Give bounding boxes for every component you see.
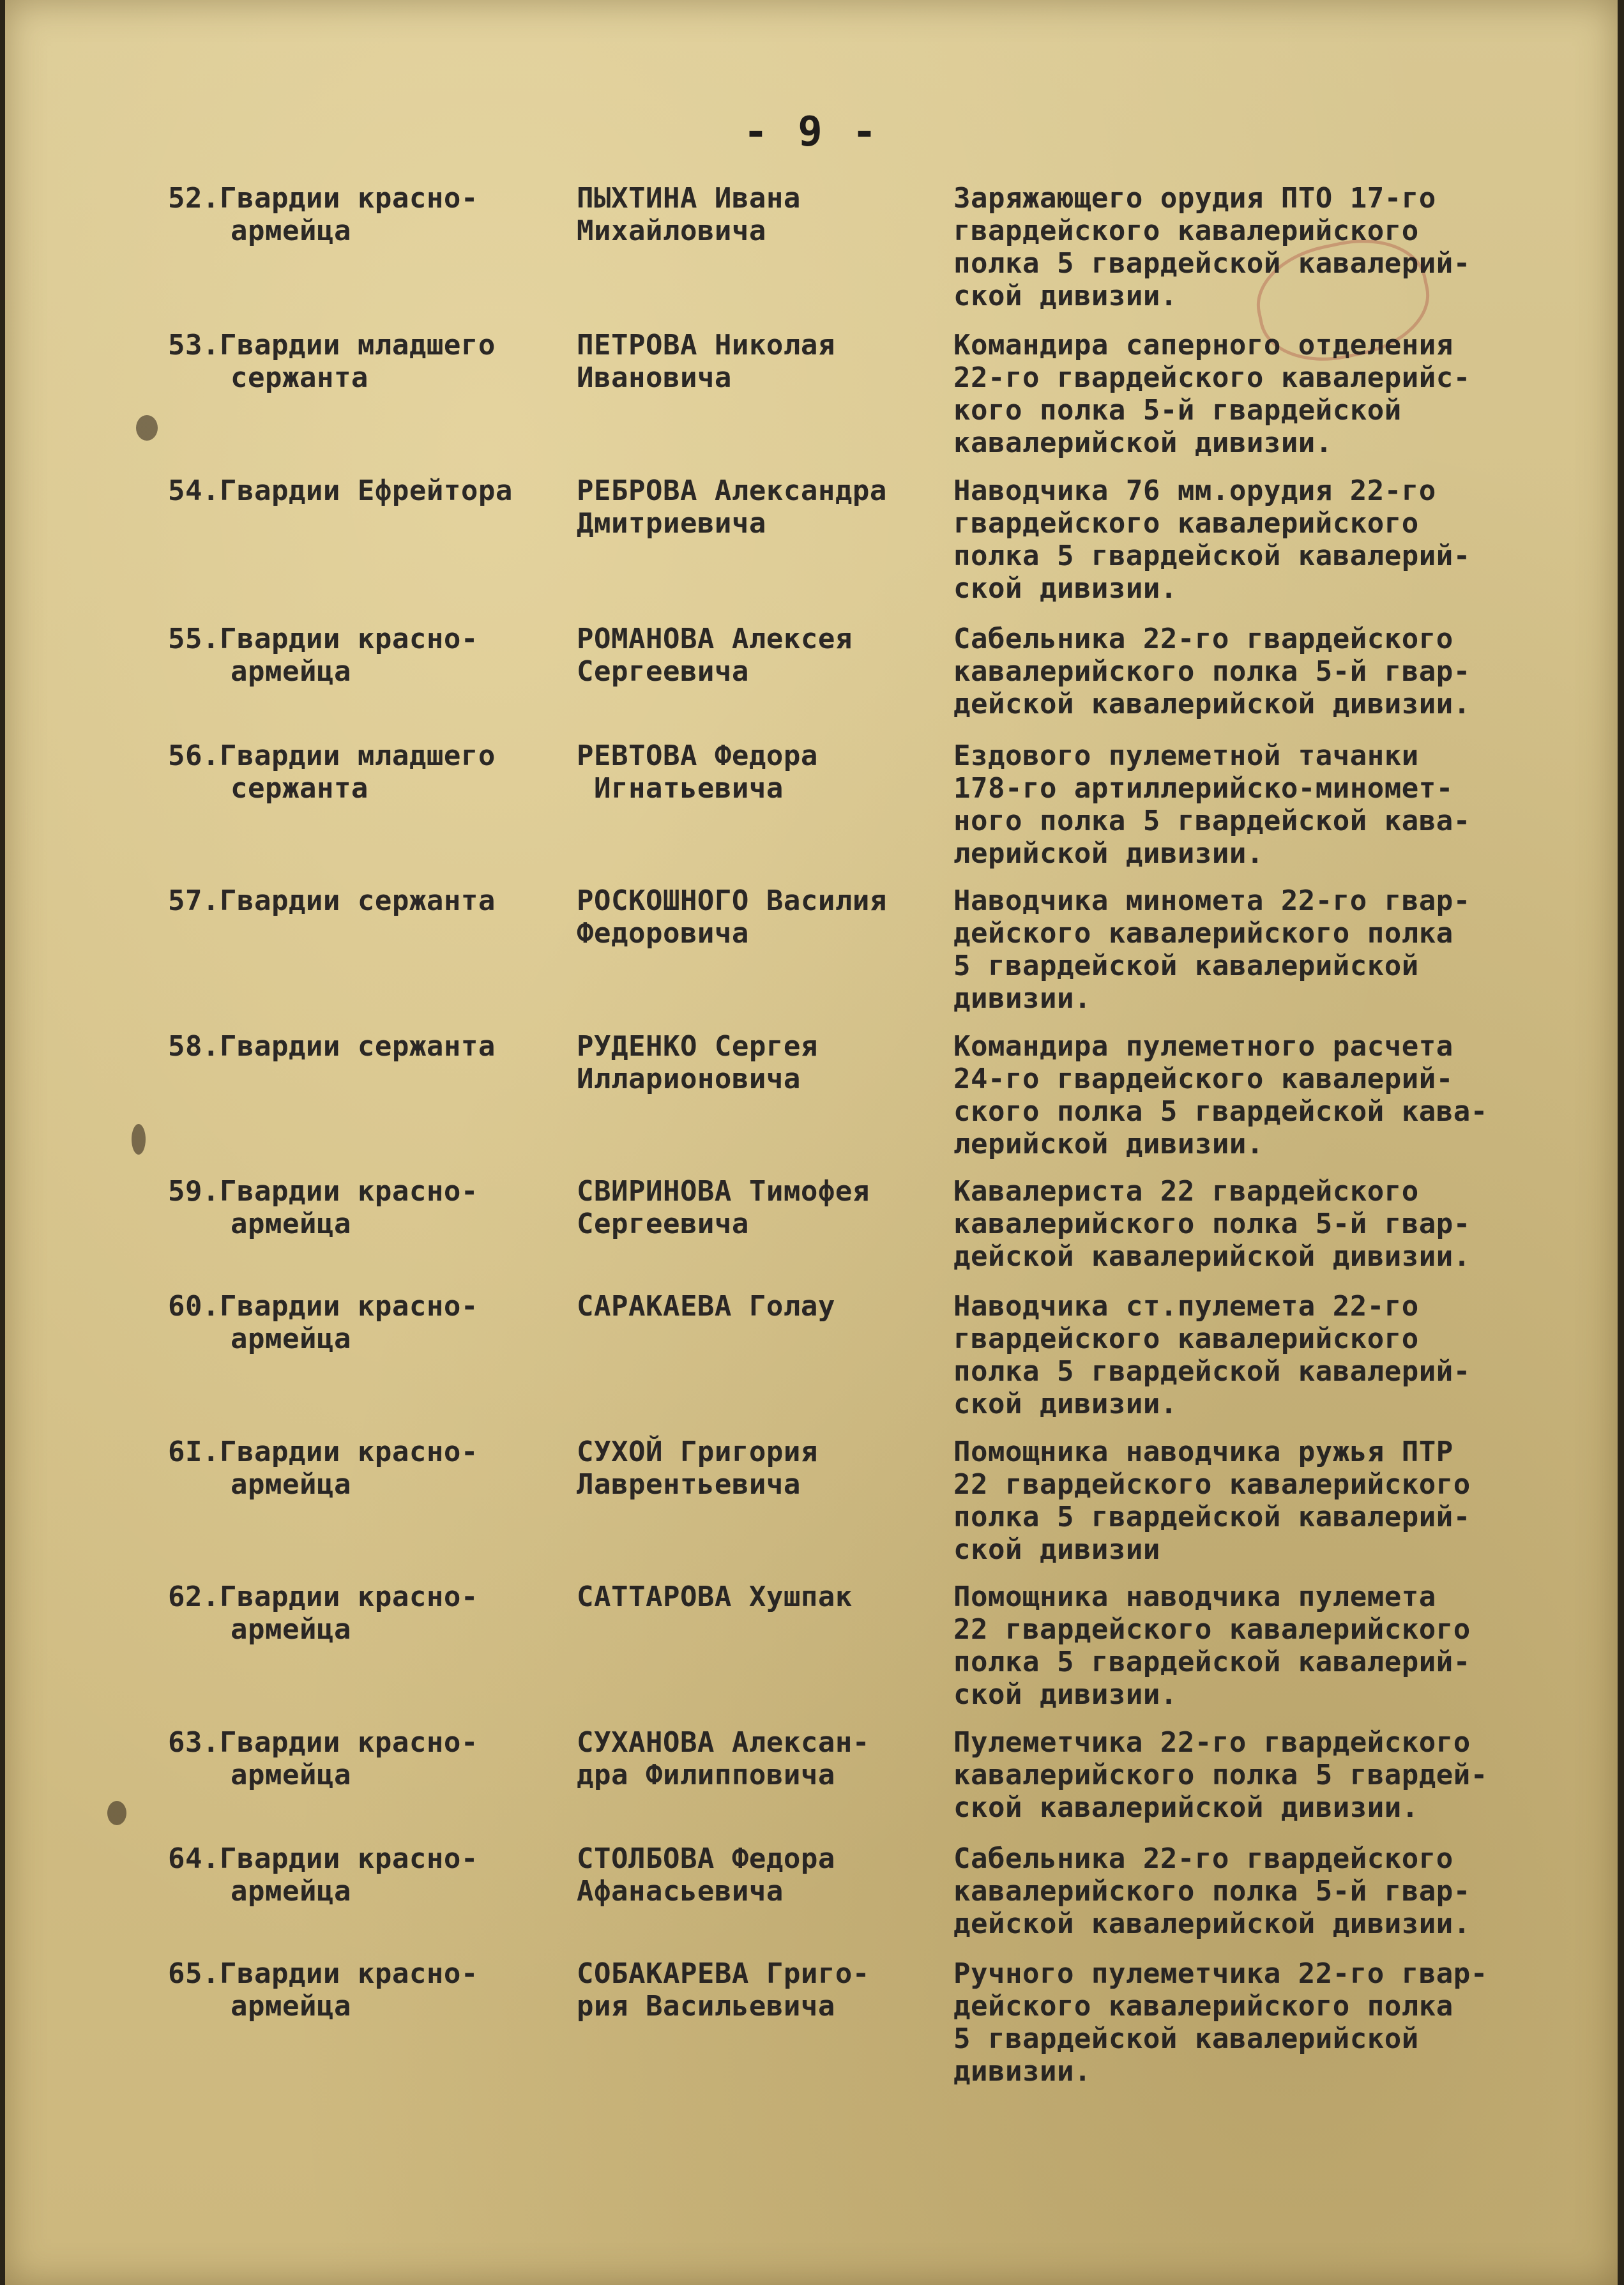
unit-line: Наводчика миномета 22-го гвар- xyxy=(953,884,1471,917)
rank-line: армейца xyxy=(231,215,351,247)
unit-line: Ездового пулеметной тачанки xyxy=(953,740,1419,772)
name-cell xyxy=(577,1726,953,1791)
rank-line: 53.Гвардии младшего xyxy=(168,329,496,361)
name-cell xyxy=(577,329,953,394)
name-line: Лаврентьевича xyxy=(577,1468,801,1501)
unit-line: дивизии. xyxy=(953,982,1091,1015)
name-cell xyxy=(577,1842,953,1908)
unit-cell xyxy=(953,1030,1573,1160)
unit-line: полка 5 гвардейской кавалерий- xyxy=(953,247,1471,280)
rank-line: армейца xyxy=(231,1613,351,1646)
list-item xyxy=(168,474,1586,605)
unit-line: дейской кавалерийской дивизии. xyxy=(953,1908,1471,1940)
unit-line: Кавалериста 22 гвардейского xyxy=(953,1175,1419,1208)
name-line: СУХАНОВА Алексан- xyxy=(577,1726,870,1759)
punch-hole-mark xyxy=(132,1124,146,1155)
name-line: Ивановича xyxy=(577,361,732,394)
unit-line: лерийской дивизии. xyxy=(953,1128,1264,1160)
unit-line: Сабельника 22-го гвардейского xyxy=(953,1842,1453,1875)
document-page xyxy=(5,0,1618,2285)
unit-line: кавалерийского полка 5-й гвар- xyxy=(953,655,1471,688)
rank-cell xyxy=(168,884,577,917)
list-item xyxy=(168,1726,1586,1824)
rank-cell xyxy=(168,329,577,394)
rank-line: армейца xyxy=(231,1323,351,1355)
name-line: Дмитриевича xyxy=(577,507,766,540)
rank-line: 60.Гвардии красно- xyxy=(168,1290,478,1323)
rank-line: 57.Гвардии сержанта xyxy=(168,884,496,917)
unit-line: Наводчика ст.пулемета 22-го xyxy=(953,1290,1419,1323)
punch-hole-mark xyxy=(107,1801,126,1825)
rank-line: 55.Гвардии красно- xyxy=(168,623,478,655)
rank-line: 54.Гвардии Ефрейтора xyxy=(168,474,513,507)
unit-cell xyxy=(953,1726,1573,1824)
rank-cell xyxy=(168,1290,577,1355)
name-line: РЕБРОВА Александра xyxy=(577,474,887,507)
unit-line: дейского кавалерийского полка xyxy=(953,1990,1453,2023)
unit-line: Заряжающего орудия ПТО 17-го xyxy=(953,182,1436,215)
unit-line: ской дивизии. xyxy=(953,572,1178,605)
rank-line: 6I.Гвардии красно- xyxy=(168,1436,478,1468)
unit-line: Сабельника 22-го гвардейского xyxy=(953,623,1453,655)
rank-line: 64.Гвардии красно- xyxy=(168,1842,478,1875)
name-line: ПЫХТИНА Ивана xyxy=(577,182,801,215)
unit-line: Ручного пулеметчика 22-го гвар- xyxy=(953,1957,1488,1990)
rank-line: армейца xyxy=(231,1875,351,1908)
unit-line: ской дивизии xyxy=(953,1533,1160,1566)
rank-line: армейца xyxy=(231,655,351,688)
unit-cell xyxy=(953,1842,1573,1940)
unit-line: Помощника наводчика ружья ПТР xyxy=(953,1436,1453,1468)
unit-line: 5 гвардейской кавалерийской xyxy=(953,2023,1419,2055)
unit-line: кавалерийской дивизии. xyxy=(953,427,1333,459)
rank-line: 62.Гвардии красно- xyxy=(168,1581,478,1613)
unit-line: лерийской дивизии. xyxy=(953,837,1264,870)
rank-cell xyxy=(168,1726,577,1791)
unit-line: дейского кавалерийского полка xyxy=(953,917,1453,950)
name-cell xyxy=(577,1175,953,1240)
punch-hole-mark xyxy=(136,415,158,441)
rank-line: армейца xyxy=(231,1990,351,2023)
unit-cell xyxy=(953,182,1573,312)
list-item xyxy=(168,1581,1586,1711)
rank-line: сержанта xyxy=(231,361,368,394)
list-item xyxy=(168,884,1586,1015)
unit-line: полка 5 гвардейской кавалерий- xyxy=(953,540,1471,572)
unit-line: полка 5 гвардейской кавалерий- xyxy=(953,1646,1471,1678)
unit-cell xyxy=(953,1175,1573,1273)
rank-cell xyxy=(168,474,577,507)
rank-cell xyxy=(168,1957,577,2023)
name-line: Сергеевича xyxy=(577,655,749,688)
unit-line: ского полка 5 гвардейской кава- xyxy=(953,1095,1488,1128)
name-line: Сергеевича xyxy=(577,1208,749,1240)
list-item xyxy=(168,740,1586,870)
unit-line: 22 гвардейского кавалерийского xyxy=(953,1468,1471,1501)
unit-line: 178-го артиллерийско-миномет- xyxy=(953,772,1453,805)
name-line: рия Васильевича xyxy=(577,1990,835,2023)
rank-line: 65.Гвардии красно- xyxy=(168,1957,478,1990)
unit-line: ской дивизии. xyxy=(953,280,1178,312)
rank-line: 58.Гвардии сержанта xyxy=(168,1030,496,1063)
unit-line: полка 5 гвардейской кавалерий- xyxy=(953,1501,1471,1533)
name-cell xyxy=(577,1030,953,1095)
unit-line: ской дивизии. xyxy=(953,1678,1178,1711)
name-cell xyxy=(577,474,953,540)
name-line: СВИРИНОВА Тимофея xyxy=(577,1175,870,1208)
unit-line: Командира саперного отделения xyxy=(953,329,1453,361)
unit-line: дейской кавалерийской дивизии. xyxy=(953,688,1471,720)
rank-cell xyxy=(168,1842,577,1908)
name-line: СОБАКАРЕВА Григо- xyxy=(577,1957,870,1990)
unit-cell xyxy=(953,1290,1573,1420)
unit-cell xyxy=(953,1957,1573,2088)
rank-cell xyxy=(168,1030,577,1063)
name-line: СТОЛБОВА Федора xyxy=(577,1842,835,1875)
unit-line: 24-го гвардейского кавалерий- xyxy=(953,1063,1453,1095)
unit-line: гвардейского кавалерийского xyxy=(953,507,1419,540)
rank-cell xyxy=(168,740,577,805)
list-item xyxy=(168,1175,1586,1273)
name-line: Игнатьевича xyxy=(577,772,784,805)
name-cell xyxy=(577,1581,953,1613)
unit-cell xyxy=(953,623,1573,720)
rank-line: 52.Гвардии красно- xyxy=(168,182,478,215)
unit-cell xyxy=(953,884,1573,1015)
list-item xyxy=(168,1842,1586,1940)
name-line: Михайловича xyxy=(577,215,766,247)
name-line: Илларионовича xyxy=(577,1063,801,1095)
rank-cell xyxy=(168,1581,577,1646)
unit-line: гвардейского кавалерийского xyxy=(953,1323,1419,1355)
unit-line: дейской кавалерийской дивизии. xyxy=(953,1240,1471,1273)
name-line: РОМАНОВА Алексея xyxy=(577,623,853,655)
unit-line: ного полка 5 гвардейской кава- xyxy=(953,805,1471,837)
unit-cell xyxy=(953,474,1573,605)
rank-line: армейца xyxy=(231,1468,351,1501)
name-line: Федоровича xyxy=(577,917,749,950)
list-item xyxy=(168,1957,1586,2088)
unit-line: полка 5 гвардейской кавалерий- xyxy=(953,1355,1471,1388)
list-item xyxy=(168,329,1586,459)
rank-line: сержанта xyxy=(231,772,368,805)
rank-cell xyxy=(168,1175,577,1240)
unit-cell xyxy=(953,740,1573,870)
list-item xyxy=(168,1030,1586,1160)
rank-cell xyxy=(168,623,577,688)
list-item xyxy=(168,1290,1586,1420)
name-cell xyxy=(577,1436,953,1501)
name-line: САРАКАЕВА Голау xyxy=(577,1290,835,1323)
unit-line: 5 гвардейской кавалерийской xyxy=(953,950,1419,982)
unit-line: дивизии. xyxy=(953,2055,1091,2088)
rank-line: 56.Гвардии младшего xyxy=(168,740,496,772)
list-item xyxy=(168,623,1586,720)
name-line: ПЕТРОВА Николая xyxy=(577,329,835,361)
unit-line: гвардейского кавалерийского xyxy=(953,215,1419,247)
name-cell xyxy=(577,182,953,247)
name-cell xyxy=(577,1957,953,2023)
unit-line: 22-го гвардейского кавалерийс- xyxy=(953,361,1471,394)
name-line: РОСКОШНОГО Василия xyxy=(577,884,887,917)
unit-line: 22 гвардейского кавалерийского xyxy=(953,1613,1471,1646)
rank-cell xyxy=(168,1436,577,1501)
rank-cell xyxy=(168,182,577,247)
unit-line: ской дивизии. xyxy=(953,1388,1178,1420)
page-number: - 9 - xyxy=(743,109,879,156)
name-cell xyxy=(577,740,953,805)
unit-cell xyxy=(953,329,1573,459)
rank-line: 59.Гвардии красно- xyxy=(168,1175,478,1208)
name-line: дра Филипповича xyxy=(577,1759,835,1791)
unit-line: кавалерийского полка 5-й гвар- xyxy=(953,1875,1471,1908)
unit-line: Командира пулеметного расчета xyxy=(953,1030,1453,1063)
name-cell xyxy=(577,1290,953,1323)
rank-line: армейца xyxy=(231,1759,351,1791)
unit-line: ской кавалерийской дивизии. xyxy=(953,1791,1419,1824)
name-line: РУДЕНКО Сергея xyxy=(577,1030,818,1063)
unit-line: Наводчика 76 мм.орудия 22-го xyxy=(953,474,1436,507)
name-line: Афанасьевича xyxy=(577,1875,784,1908)
unit-line: Помощника наводчика пулемета xyxy=(953,1581,1436,1613)
rank-line: 63.Гвардии красно- xyxy=(168,1726,478,1759)
name-cell xyxy=(577,623,953,688)
name-line: РЕВТОВА Федора xyxy=(577,740,818,772)
rank-line: армейца xyxy=(231,1208,351,1240)
list-item xyxy=(168,182,1586,312)
unit-line: кого полка 5-й гвардейской xyxy=(953,394,1402,427)
unit-line: кавалерийского полка 5 гвардей- xyxy=(953,1759,1488,1791)
list-item xyxy=(168,1436,1586,1566)
unit-cell xyxy=(953,1436,1573,1566)
name-line: СУХОЙ Григория xyxy=(577,1436,818,1468)
name-cell xyxy=(577,884,953,950)
unit-line: кавалерийского полка 5-й гвар- xyxy=(953,1208,1471,1240)
unit-cell xyxy=(953,1581,1573,1711)
name-line: САТТАРОВА Хушпак xyxy=(577,1581,853,1613)
unit-line: Пулеметчика 22-го гвардейского xyxy=(953,1726,1471,1759)
